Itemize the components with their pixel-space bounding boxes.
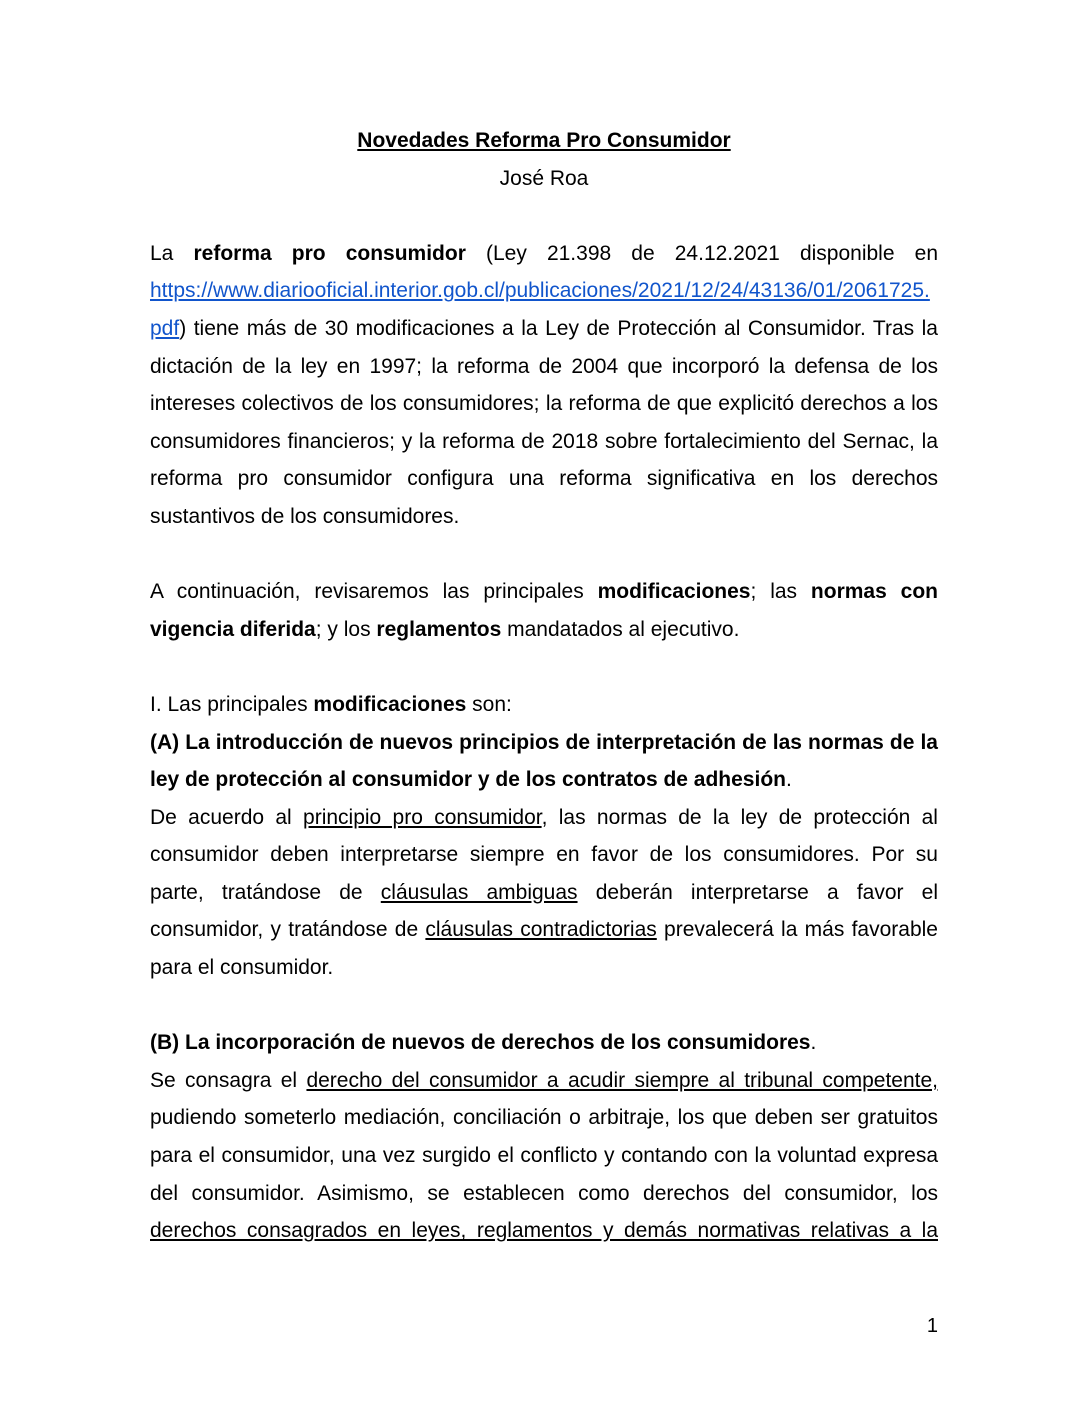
text-run: reglamentos bbox=[376, 617, 502, 641]
text-run: A continuación, revisaremos las principales bbox=[150, 580, 598, 604]
text-run: (B) La incorporación de nuevos de derechos de los consumidores bbox=[150, 1031, 811, 1055]
paragraph-section-i-heading bbox=[150, 686, 938, 724]
text-run: mandatados al ejecutivo. bbox=[501, 617, 740, 641]
text-run: cláusulas ambiguas bbox=[380, 880, 578, 904]
text-run: ) tiene más de 30 modificaciones a la Ley de Protección al Consumidor. Tras la dictación de la ley en 1997; la reforma de 2004 que incorporó la defensa de los intereses colectivos de los consumidores; la reforma de que explicitó derechos a los consumidores financieros; y la reforma de 2018 sobre fortalecimiento del Sernac, la reforma pro consumidor configura una reforma significativa en los derechos sustantivos de los consumidores. bbox=[150, 316, 938, 528]
paragraph-overview bbox=[150, 573, 938, 648]
document-hyperlink[interactable]: https://www.diariooficial.interior.gob.cl/publicaciones/2021/12/24/43136/01/2061725.pdf bbox=[150, 279, 930, 340]
text-run: deberán interpretarse a favor el consumidor, y tratándose de bbox=[150, 880, 939, 942]
paragraph-item-a-heading bbox=[150, 724, 938, 799]
text-run: principio pro consumidor bbox=[303, 805, 542, 829]
paragraph-item-b-heading bbox=[150, 1024, 938, 1062]
text-run: derecho del consumidor a acudir siempre al tribunal competente, bbox=[306, 1068, 938, 1092]
page-number: 1 bbox=[926, 1315, 938, 1337]
text-run: modificaciones bbox=[597, 580, 751, 604]
text-run: Se consagra el bbox=[150, 1068, 307, 1092]
paragraph-intro bbox=[150, 235, 938, 536]
text-run: modificaciones bbox=[313, 692, 467, 716]
text-run: ; y los bbox=[315, 617, 377, 641]
text-run: ; las bbox=[750, 580, 811, 604]
document-author: José Roa bbox=[499, 166, 589, 190]
text-run: I. Las principales bbox=[150, 692, 314, 716]
document-title bbox=[150, 122, 938, 160]
text-run: (Ley 21.398 de 24.12.2021 disponible en bbox=[465, 241, 938, 265]
text-run: derechos consagrados en leyes, reglamentos y demás normativas relativas a la bbox=[150, 1219, 938, 1243]
text-run: cláusulas contradictorias bbox=[425, 918, 657, 942]
text-run: , las normas de la ley de protección al consumidor deben interpretarse siempre en favor de los consumidores. Por su parte, tratándose de bbox=[150, 805, 938, 904]
text-run: . bbox=[785, 768, 792, 792]
text-run: De acuerdo al bbox=[150, 805, 304, 829]
text-run: reforma pro consumidor bbox=[193, 241, 466, 265]
paragraph-item-b-body bbox=[150, 1062, 938, 1250]
document-title-text: Novedades Reforma Pro Consumidor bbox=[357, 129, 731, 152]
text-run: normas con vigencia diferida bbox=[150, 580, 938, 641]
text-run: La bbox=[150, 241, 194, 265]
text-run: pudiendo someterlo mediación, conciliación o arbitraje, los que deben ser gratuitos para el consumidor, una vez surgido el conflicto y contando con la voluntad expresa del consumidor. Asimismo, se establecen como derechos del consumidor, los bbox=[150, 1106, 938, 1205]
text-run: prevalecerá la más favorable para el consumidor. bbox=[150, 918, 938, 980]
text-run: (A) La introducción de nuevos principios de interpretación de las normas de la ley de protección al consumidor y de los contratos de adhesión bbox=[150, 730, 938, 792]
paragraph-item-a-body bbox=[150, 799, 938, 987]
document-paragraphs bbox=[150, 235, 938, 1250]
text-run: . bbox=[810, 1031, 817, 1055]
text-run: son: bbox=[466, 692, 512, 716]
